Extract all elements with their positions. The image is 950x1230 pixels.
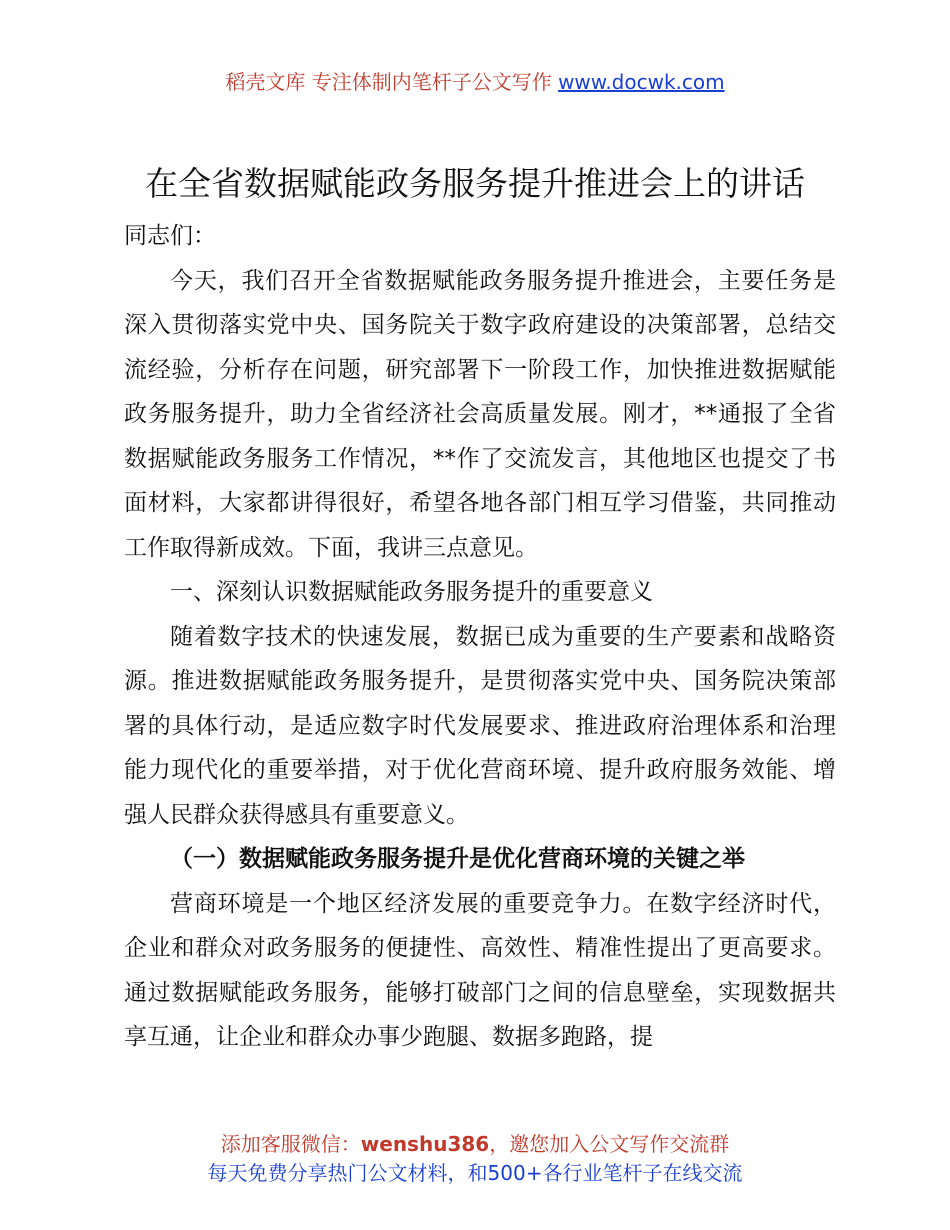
document-title: 在全省数据赋能政务服务提升推进会上的讲话: [145, 164, 805, 203]
footer-line-1: [0, 1130, 950, 1159]
footer-prefix: 添加客服微信：: [220, 1132, 361, 1156]
paragraph-intro: 今天，我们召开全省数据赋能政务服务提升推进会，主要任务是深入贯彻落实党中央、国务院关于数字政府建设的决策部署，总结交流经验，分析存在问题，研究部署下一阶段工作，加快推进数据赋能政务服务提升，助力全省经济社会高质量发展。刚才，**通报了全省数据赋能政务服务工作情况，**作了交流发言，其他地区也提交了书面材料，大家都讲得很好，希望各地各部门相互学习借鉴，共同推动工作取得新成效。下面，我讲三点意见。: [124, 267, 836, 561]
footer-banner: [0, 1130, 950, 1188]
brand-text: 稻壳文库 专注体制内笔杆子公文写作: [225, 70, 559, 94]
greeting: 同志们：: [124, 223, 216, 249]
site-link[interactable]: www.docwk.com: [558, 70, 725, 94]
document-body: [124, 214, 836, 1060]
footer-line-2: 每天免费分享热门公文材料，和500+各行业笔杆子在线交流: [207, 1161, 743, 1185]
header-banner: [0, 68, 950, 96]
footer-suffix: ，邀您加入公文写作交流群: [489, 1132, 730, 1156]
wechat-id: wenshu386: [360, 1132, 490, 1156]
section-heading-1: 一、深刻认识数据赋能政务服务提升的重要意义: [170, 579, 653, 605]
paragraph-business-environment: 营商环境是一个地区经济发展的重要竞争力。在数字经济时代，企业和群众对政务服务的便捷性、高效性、精准性提出了更高要求。通过数据赋能政务服务，能够打破部门之间的信息壁垒，实现数据共享互通，让企业和群众办事少跑腿、数据多跑路，提: [124, 890, 836, 1050]
paragraph-significance: 随着数字技术的快速发展，数据已成为重要的生产要素和战略资源。推进数据赋能政务服务提升，是贯彻落实党中央、国务院决策部署的具体行动，是适应数字时代发展要求、推进政府治理体系和治理能力现代化的重要举措，对于优化营商环境、提升政府服务效能、增强人民群众获得感具有重要意义。: [124, 623, 836, 828]
sub-heading-1: （一）数据赋能政务服务提升是优化营商环境的关键之举: [170, 846, 745, 872]
